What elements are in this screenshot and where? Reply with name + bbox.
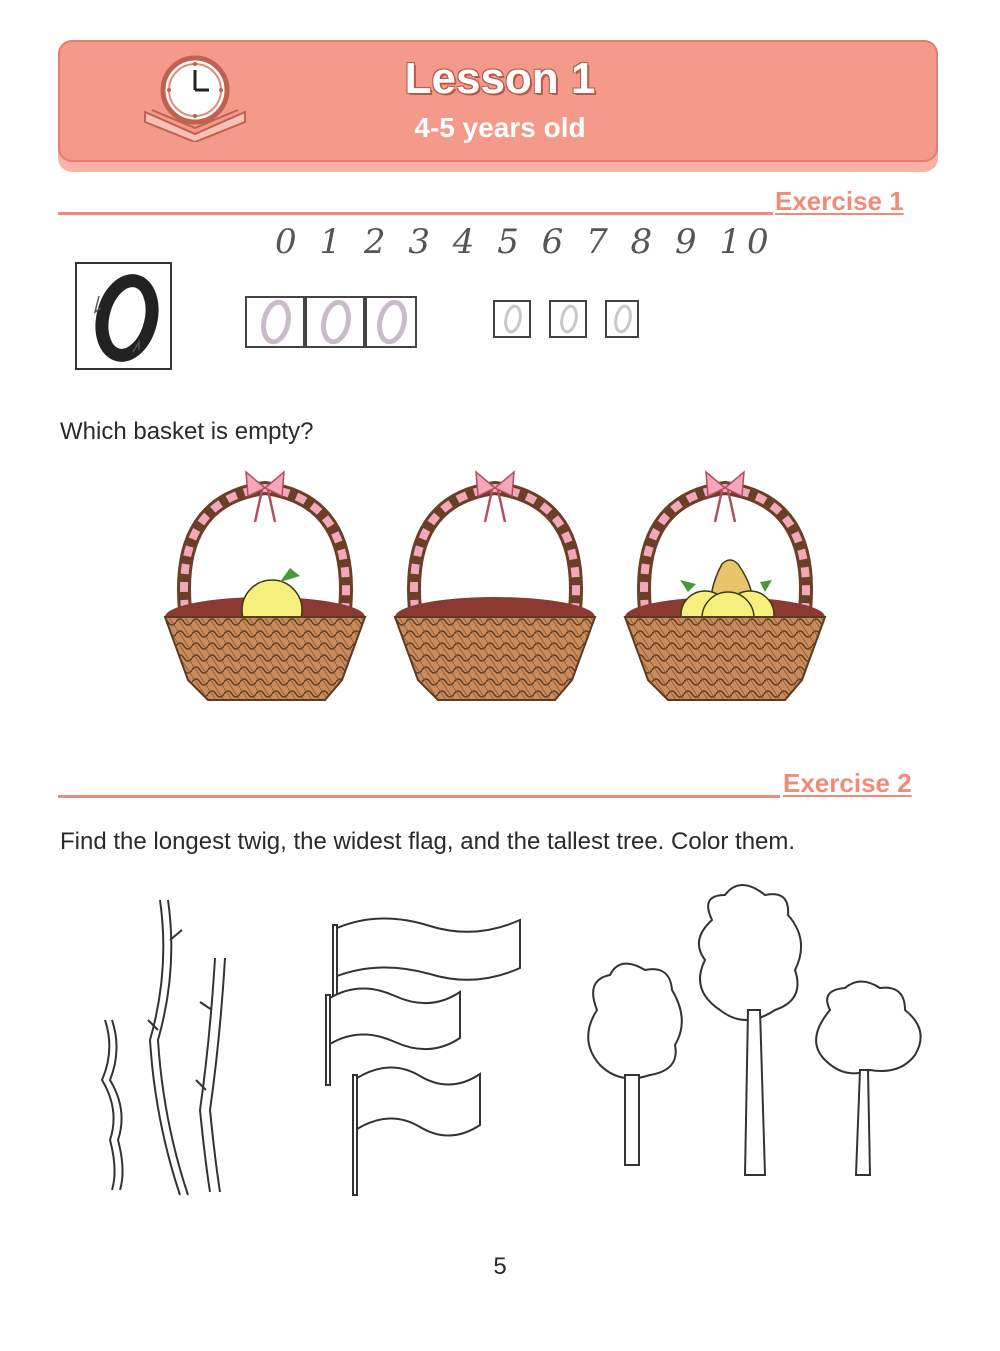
trees (588, 885, 920, 1175)
big-zero-glyph (77, 264, 170, 368)
exercise-1-rule (58, 212, 773, 215)
trace-box[interactable] (305, 296, 365, 348)
digits-row: 0 1 2 3 4 5 6 7 8 9 10 (275, 222, 775, 262)
basket-with-apple (165, 472, 365, 700)
twigs-flags-trees-illustration (0, 880, 1000, 1210)
flags (326, 918, 520, 1195)
trace-box-small[interactable] (493, 300, 531, 338)
empty-basket (395, 472, 595, 700)
twigs (102, 900, 225, 1195)
exercise-2-rule (58, 795, 780, 798)
big-zero-box (75, 262, 172, 370)
page-number: 5 (493, 1253, 507, 1280)
exercise-2-label: Exercise 2 (783, 768, 912, 798)
color-instruction: Find the longest twig, the widest flag, and the tallest tree. Color them. (60, 828, 796, 855)
trace-box-small[interactable] (549, 300, 587, 338)
trace-box-small[interactable] (605, 300, 639, 338)
basket-with-three-fruits (625, 472, 825, 700)
age-subtitle: 4-5 years old (414, 112, 586, 143)
lesson-title: Lesson 1 (404, 54, 596, 103)
trace-box[interactable] (365, 296, 417, 348)
basket-question: Which basket is empty? (60, 418, 314, 445)
exercise-1-label: Exercise 1 (775, 186, 904, 216)
baskets-illustration (0, 460, 1000, 720)
trace-box[interactable] (245, 296, 305, 348)
